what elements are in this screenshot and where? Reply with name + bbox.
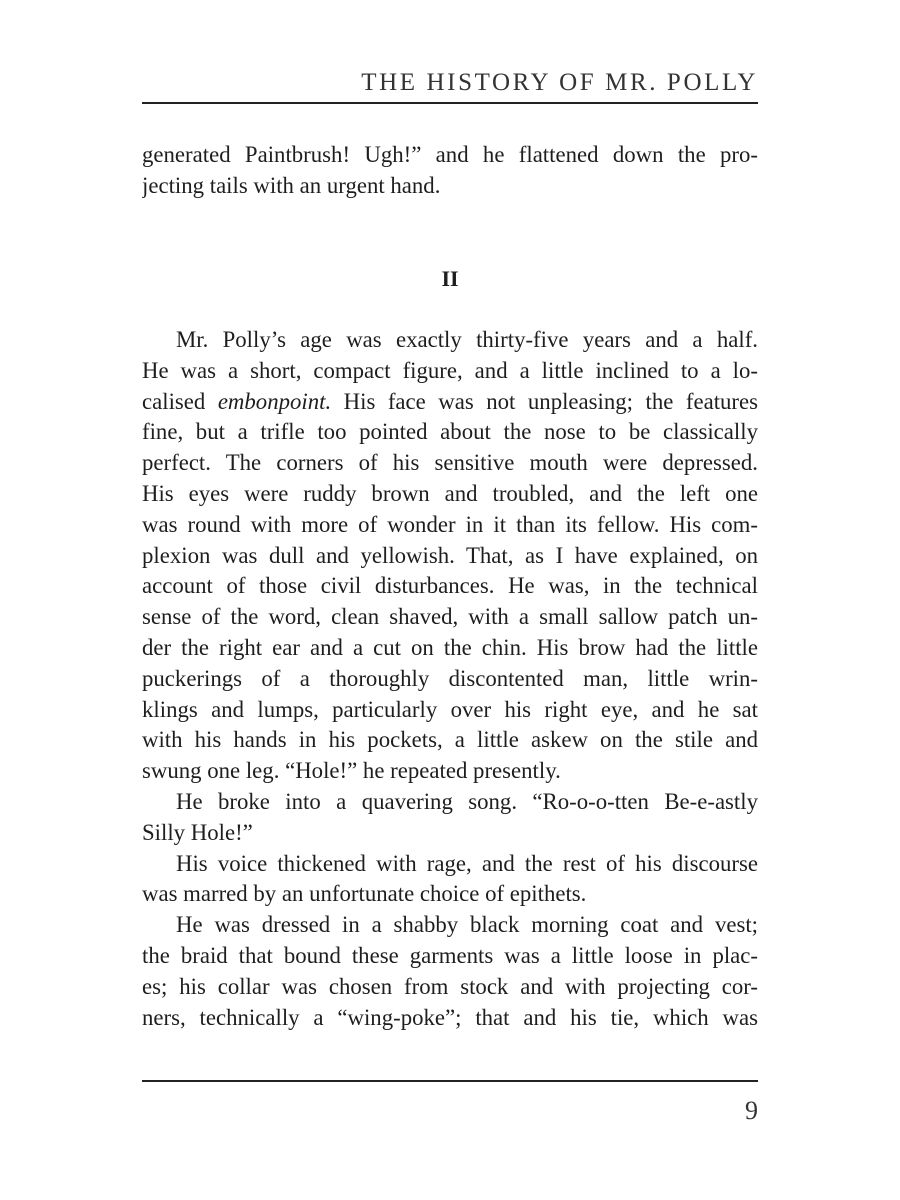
text-line: sense of the word, clean shaved, with a small sallow patch un-	[142, 604, 758, 630]
page-number: 9	[745, 1096, 758, 1125]
text-line: His voice thickened with rage, and the rest of his discourse	[176, 850, 758, 876]
text-line: the braid that bound these garments was a little loose in plac-	[142, 942, 758, 968]
text-line: perfect. The corners of his sensitive mouth were depressed.	[142, 450, 758, 476]
text-line: ners, technically a “wing-poke”; that and his tie, which was	[142, 1004, 758, 1030]
text-line: puckerings of a thoroughly discontented man, little wrin-	[142, 665, 758, 691]
running-head: THE HISTORY OF MR. POLLY	[361, 69, 758, 96]
text-line: plexion was dull and yellowish. That, as I have explained, on	[142, 542, 758, 568]
text-line: was round with more of wonder in it than its fellow. His com-	[142, 511, 758, 537]
text-line: He broke into a quavering song. “Ro-o-o-tten Be-e-astly	[176, 788, 758, 814]
section-number: II	[441, 266, 459, 291]
text-fragment: calised	[142, 388, 218, 414]
text-line: swung one leg. “Hole!” he repeated presently.	[142, 758, 561, 784]
text-line: es; his collar was chosen from stock and with projecting cor-	[142, 973, 758, 999]
text-line: jecting tails with an urgent hand.	[142, 172, 441, 198]
text-line: account of those civil disturbances. He was, in the technical	[142, 573, 758, 599]
text-line: der the right ear and a cut on the chin. His brow had the little	[142, 634, 758, 660]
text-line: fine, but a trifle too pointed about the nose to be classically	[142, 419, 758, 445]
text-line: Mr. Polly’s age was exactly thirty-five years and a half.	[176, 327, 758, 352]
italic-term: embonpoint.	[217, 388, 332, 414]
footer-rule	[142, 1080, 758, 1082]
text-line: His eyes were ruddy brown and troubled, and the left one	[142, 480, 758, 506]
header-rule	[142, 102, 758, 104]
section-body	[142, 325, 758, 1033]
text-line: generated Paintbrush! Ugh!” and he flattened down the pro-	[142, 142, 758, 167]
text-line: He was a short, compact figure, and a little inclined to a lo-	[142, 357, 758, 383]
text-line: Silly Hole!”	[142, 819, 253, 845]
text-line: klings and lumps, particularly over his right eye, and he sat	[142, 696, 758, 722]
continuation-text	[142, 140, 758, 202]
text-line: with his hands in his pockets, a little askew on the stile and	[142, 727, 758, 753]
text-line: was marred by an unfortunate choice of epithets.	[142, 881, 587, 907]
text-fragment: His face was not unpleasing; the features	[331, 388, 758, 414]
text-line: He was dressed in a shabby black morning coat and vest;	[176, 912, 758, 938]
text-line	[142, 387, 758, 418]
